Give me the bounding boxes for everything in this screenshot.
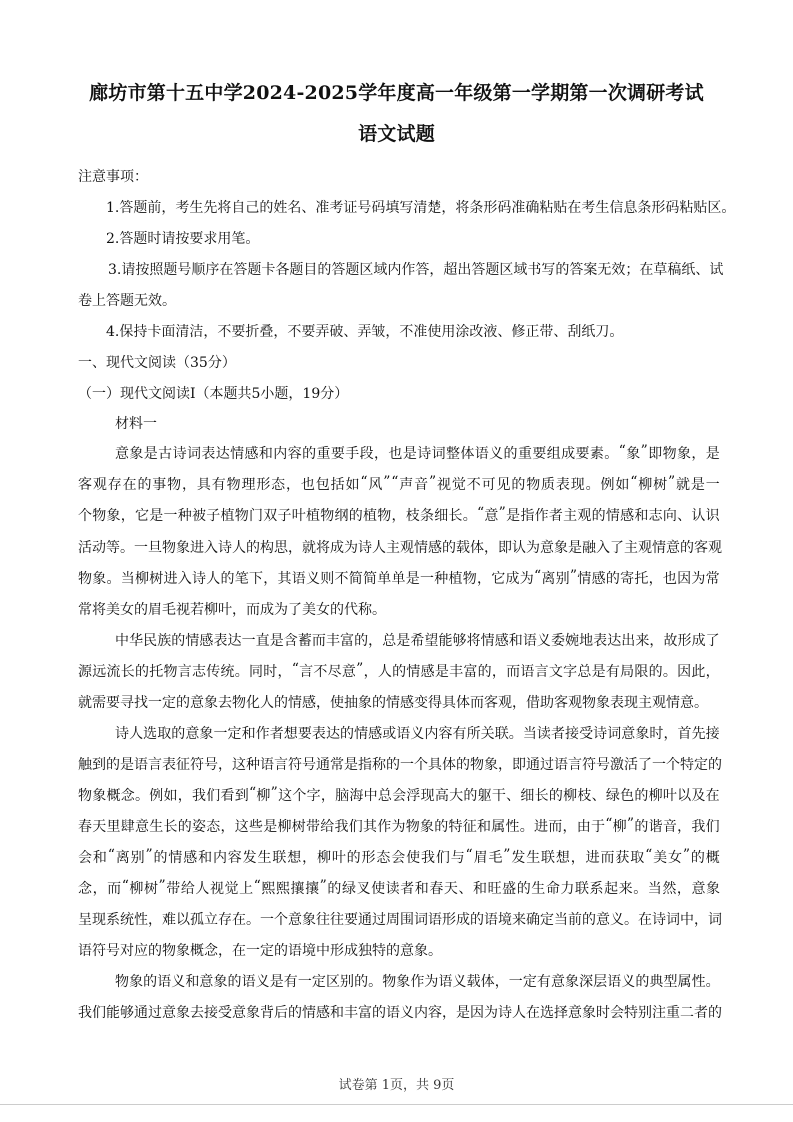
body-line: 客 观 存 在 的 事 物 ， 具 有 物 理 形 态 ， 也 包 括 如 “ 风 ” “ 声 音 ” 视 觉 不 可 见 的 物 质 表 现 。 例 如 “ 柳 树 ” 就 是 一	[78, 474, 720, 493]
body-line: 物 象 概 念 。 例 如 ， 我 们 看 到 “ 柳 ” 这 个 字 ， 脑 海 中 总 会 浮 现 高 大 的 躯 干 、 细 长 的 柳 枝 、 绿 色 的 柳 叶 以 及 在	[78, 785, 720, 804]
notice-item-4: 4.保持卡面清洁，不要折叠，不要弄破、弄皱，不准使用涂改液、修正带、刮纸刀。	[106, 324, 624, 340]
sub-section-heading: （一）现代文阅读Ⅰ（本题共5小题，19分）	[78, 386, 349, 402]
body-line: 物 象 的 语 义 和 意 象 的 语 义 是 有 一 定 区 别 的 。 物 象 作 为 语 义 载 体 ， 一 定 有 意 象 深 层 语 义 的 典 型 属 性 。	[115, 974, 720, 990]
body-line: 源 远 流 长 的 托 物 言 志 传 统 。 同 时 ， “ 言 不 尽 意 ” ， 人 的 情 感 是 丰 富 的 ， 而 语 言 文 字 总 是 有 局 限 的 。 因 此 ，	[78, 661, 720, 680]
body-line: 常将美女的眉毛视若柳叶，而成为了美女的代称。	[78, 602, 386, 618]
section-heading: 一、现代文阅读（35分）	[78, 355, 236, 371]
material-label: 材料一	[115, 416, 157, 432]
notice-item-3-line-2: 卷上答题无效。	[78, 293, 176, 309]
notice-item-2: 2.答题时请按要求用笔。	[106, 231, 260, 247]
bottom-divider	[0, 1104, 793, 1105]
body-line: 春 天 里 肆 意 生 长 的 姿 态 ， 这 些 是 柳 树 带 给 我 们 其 作 为 物 象 的 特 征 和 属 性 。 进 而 ， 由 于 “ 柳 ” 的 谐 音 ， 我 们	[78, 816, 720, 835]
page-footer: 试卷第 1页，共 9页	[338, 1078, 455, 1093]
body-line: 念 ， 而 “ 柳 树 ” 带 给 人 视 觉 上 “ 熙 熙 攘 攘 ” 的 绿 叉 使 读 者 和 春 天 、 和 旺 盛 的 生 命 力 联 系 起 来 。 当 然 ， 意 象	[78, 878, 720, 897]
body-line: 呈 现 系 统 性 ， 难 以 孤 立 存 在 。 一 个 意 象 往 往 要 通 过 周 围 词 语 形 成 的 语 境 来 确 定 当 前 的 意 义 。 在 诗 词 中 ， 词	[78, 912, 722, 928]
body-line: 活 动 等 。 一 旦 物 象 进 入 诗 人 的 构 思 ， 就 将 成 为 诗 人 主 观 情 感 的 载 体 ， 即 认 为 意 象 是 融 入 了 主 观 情 意 的 客 观	[78, 540, 722, 556]
body-line: 物 象 。 当 柳 树 进 入 诗 人 的 笔 下 ， 其 语 义 则 不 简 简 单 单 是 一 种 植 物 ， 它 成 为 “ 离 别 ” 情 感 的 寄 托 ， 也 因 为 常	[78, 568, 720, 587]
exam-title: 廊坊市第十五中学2024-2025学年度高一年级第一学期第一次调研考试	[89, 82, 704, 104]
notice-heading: 注意事项：	[78, 169, 148, 185]
body-line: 中 华 民 族 的 情 感 表 达 一 直 是 含 蓄 而 丰 富 的 ， 总 是 希 望 能 够 将 情 感 和 语 义 委 婉 地 表 达 出 来 ， 故 形 成 了	[115, 633, 720, 649]
body-line: 诗 人 选 取 的 意 象 一 定 和 作 者 想 要 表 达 的 情 感 或 语 义 内 容 有 所 关 联 。 当 读 者 接 受 诗 词 意 象 时 ， 首 先 接	[115, 726, 720, 742]
body-line: 语符号对应的物象概念，在一定的语境中形成独特的意象。	[78, 943, 442, 959]
notice-item-1: 1.答题前，考生先将自己的姓名、准考证号码填写清楚，将条形码准确粘贴在考生信息条形码粘贴区。	[106, 200, 736, 216]
body-line: 会 和 “ 离 别 ” 的 情 感 和 内 容 发 生 联 想 ， 柳 叶 的 形 态 会 使 我 们 与 “ 眉 毛 ” 发 生 联 想 ， 进 而 获 取 “ 美 女 ” 的 概	[78, 847, 720, 866]
body-line: 触 到 的 是 语 言 表 征 符 号 ， 这 种 语 言 符 号 通 常 是 指 称 的 一 个 具 体 的 物 象 ， 即 通 过 语 言 符 号 激 活 了 一 个 特 定 的	[78, 757, 722, 773]
exam-subtitle: 语文试题	[358, 123, 435, 145]
body-line: 就需要寻找一定的意象去物化人的情感，使抽象的情感变得具体而客观，借助客观物象表现主观情意。	[78, 695, 708, 711]
body-line: 我 们 能 够 通 过 意 象 去 接 受 意 象 背 后 的 情 感 和 丰 富 的 语 义 内 容 ， 是 因 为 诗 人 在 选 择 意 象 时 会 特 别 注 重 二 者 的	[78, 1005, 722, 1021]
body-line: 意 象 是 古 诗 词 表 达 情 感 和 内 容 的 重 要 手 段 ， 也 是 诗 词 整 体 语 义 的 重 要 组 成 要 素 。 “ 象 ” 即 物 象 ， 是	[115, 443, 720, 462]
body-line: 个 物 象 ， 它 是 一 种 被 子 植 物 门 双 子 叶 植 物 纲 的 植 物 ， 枝 条 细 长 。 “ 意 ” 是 指 作 者 主 观 的 情 感 和 志 向 、 认 识	[78, 505, 720, 524]
notice-item-3-line-1: 3.请按照题号顺序在答题卡各题目的答题区域内作答，超出答题区域书写的答案无效；在草稿纸、试	[108, 262, 724, 278]
